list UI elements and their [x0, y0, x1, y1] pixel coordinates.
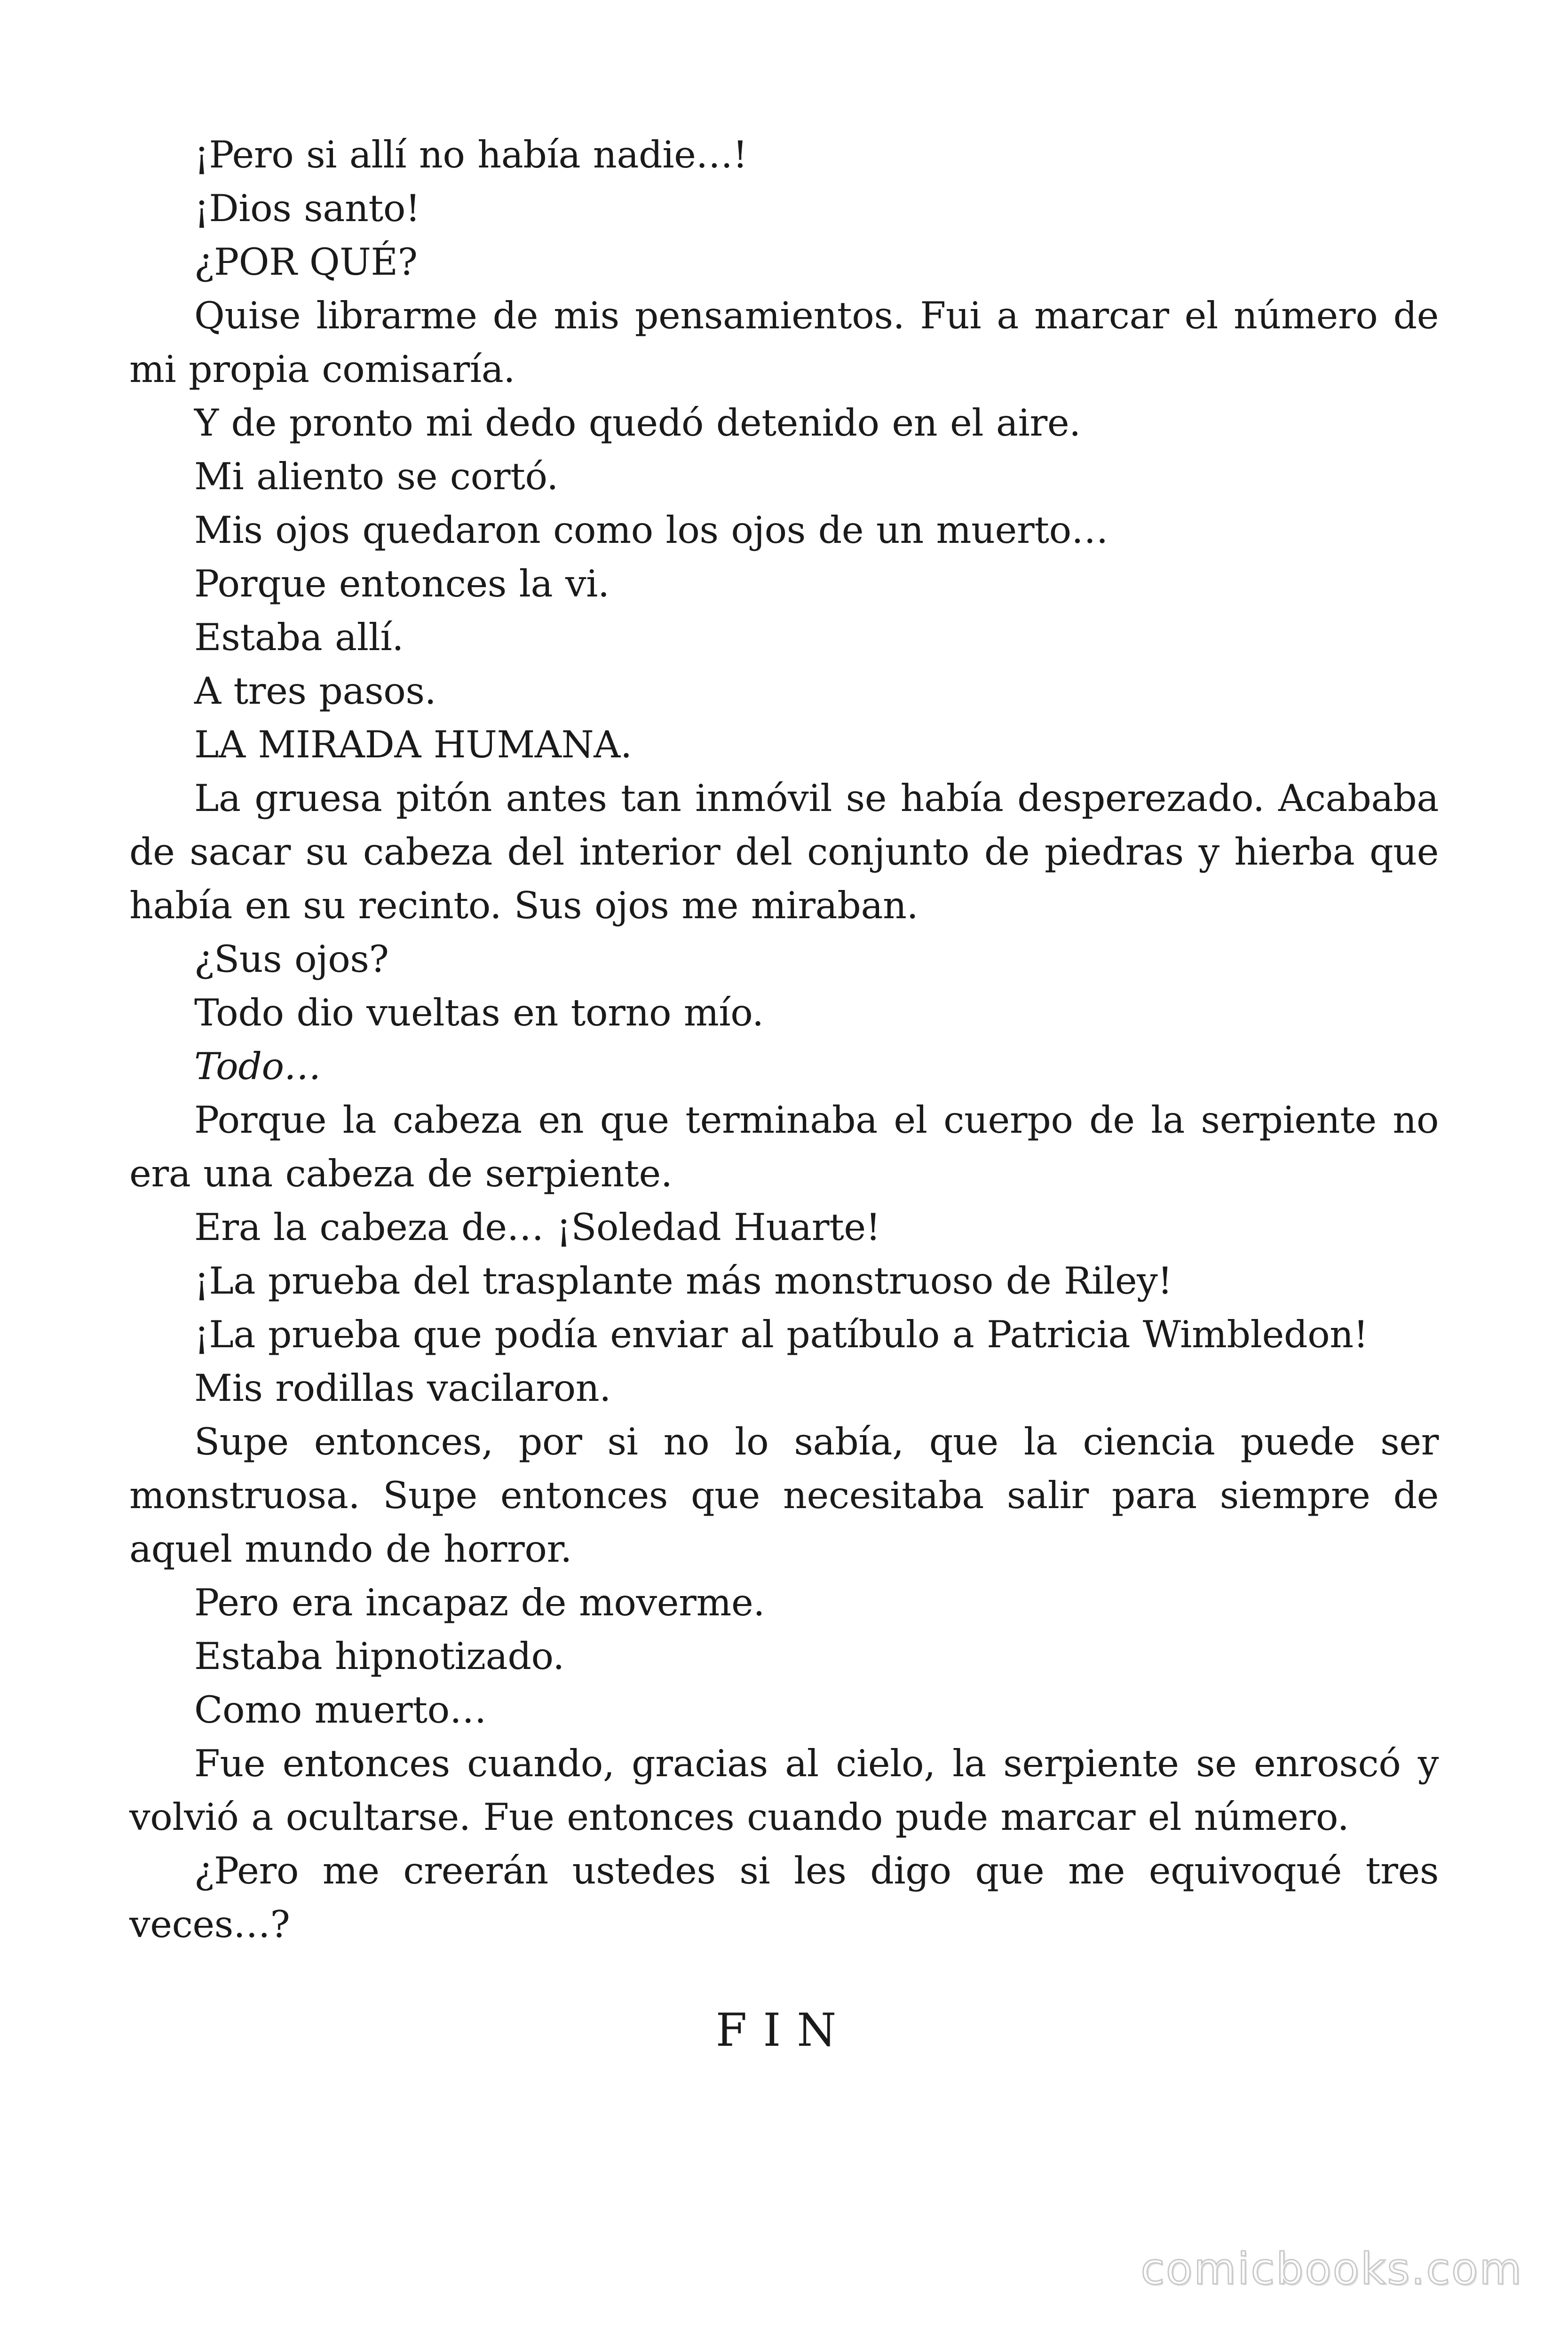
paragraph: Supe entonces, por si no lo sabía, que la ciencia puede ser monstruosa. Supe entonces que necesitaba salir para siempre de aquel mundo de horror. [129, 1420, 1439, 1571]
paragraph: Fue entonces cuando, gracias al cielo, la serpiente se enroscó y volvió a ocultarse. Fue entonces cuando pude marcar el número. [129, 1742, 1439, 1839]
page-body [129, 128, 1439, 1951]
paragraph: ¡La prueba del trasplante más monstruoso de Riley! [194, 1259, 1172, 1303]
paragraph: ¿Sus ojos? [194, 938, 389, 981]
paragraph: Como muerto… [194, 1688, 487, 1732]
paragraph: Porque la cabeza en que terminaba el cuerpo de la serpiente no era una cabeza de serpiente. [129, 1098, 1439, 1195]
paragraph-italic: Todo… [194, 1045, 321, 1088]
paragraph: ¿POR QUÉ? [194, 240, 418, 284]
paragraph: Estaba hipnotizado. [194, 1635, 564, 1678]
paragraph: LA MIRADA HUMANA. [194, 723, 632, 766]
paragraph: ¡La prueba que podía enviar al patíbulo a Patricia Wimbledon! [194, 1313, 1369, 1356]
paragraph: ¿Pero me creerán ustedes si les digo que me equivoqué tres veces…? [129, 1849, 1439, 1946]
paragraph: Pero era incapaz de moverme. [194, 1581, 765, 1624]
paragraph: ¡Pero si allí no había nadie…! [194, 133, 748, 176]
paragraph: Porque entonces la vi. [194, 562, 610, 605]
paragraph: La gruesa pitón antes tan inmóvil se había desperezado. Acababa de sacar su cabeza del interior del conjunto de piedras y hierba que había en su recinto. Sus ojos me miraban. [129, 777, 1439, 927]
paragraph: ¡Dios santo! [194, 187, 420, 230]
paragraph: Era la cabeza de… ¡Soledad Huarte! [194, 1206, 881, 1249]
paragraph: Quise librarme de mis pensamientos. Fui a marcar el número de mi propia comisaría. [129, 294, 1439, 391]
paragraph: Mi aliento se cortó. [194, 455, 558, 498]
end-marker: FIN [715, 2004, 853, 2057]
watermark-text: comicbooks.com [1140, 2244, 1523, 2294]
paragraph: Mis rodillas vacilaron. [194, 1367, 611, 1410]
paragraph: Todo dio vueltas en torno mío. [194, 991, 764, 1034]
paragraph: Y de pronto mi dedo quedó detenido en el aire. [194, 401, 1081, 445]
paragraph: A tres pasos. [194, 669, 436, 713]
paragraph: Estaba allí. [194, 616, 404, 659]
paragraph: Mis ojos quedaron como los ojos de un muerto… [194, 509, 1109, 552]
